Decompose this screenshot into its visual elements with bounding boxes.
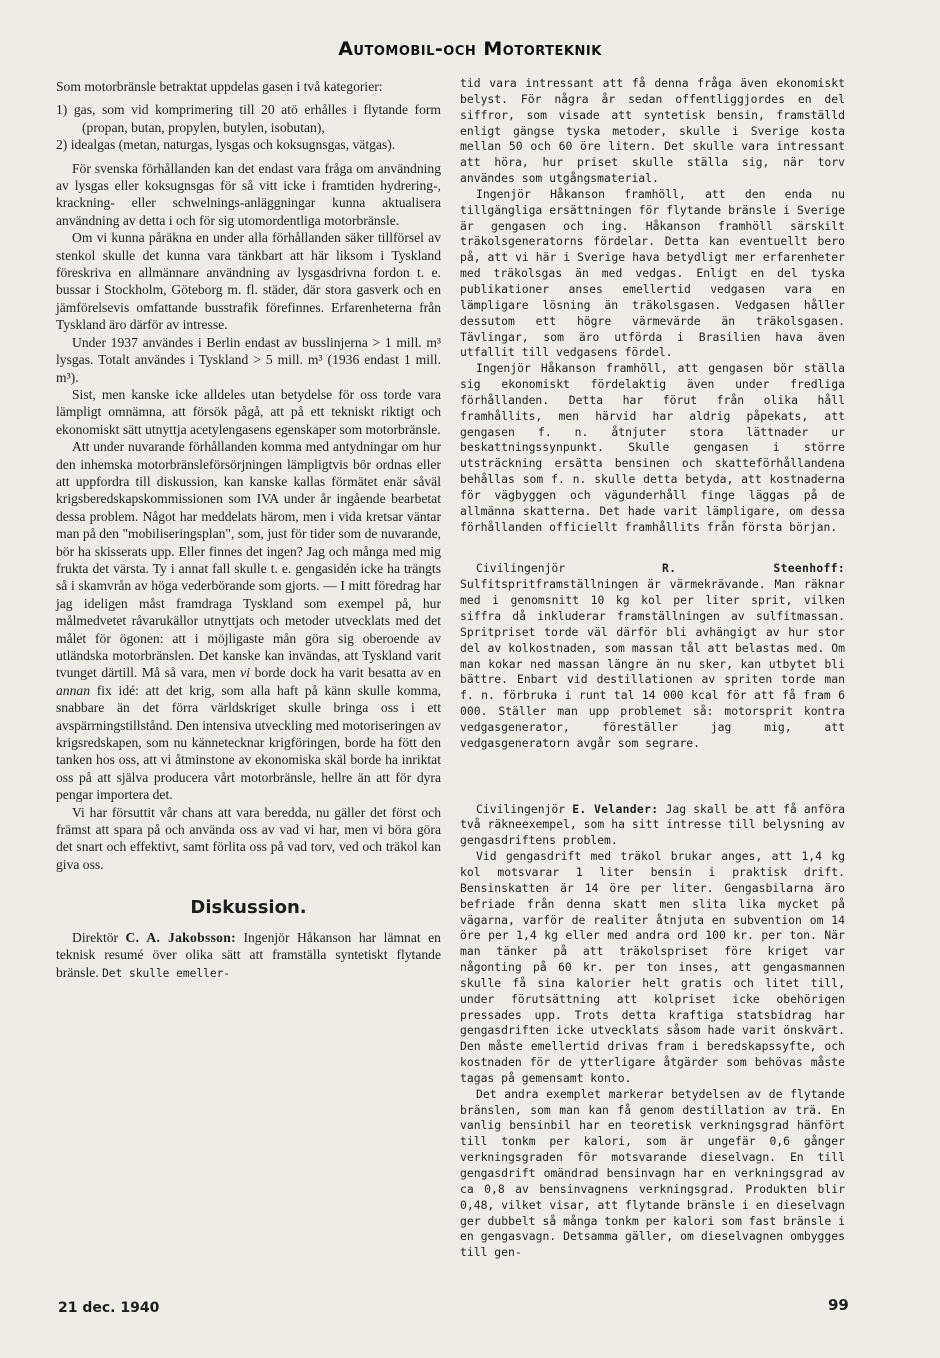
speaker-paragraph xyxy=(460,802,845,850)
text-run: Att under nuvarande förhållanden komma med antydningar om hur den inhemska motorbränsleförsörjningen lämpligtvis bör ordnas eller att uppfordra till diskussion, kan kanske kallas förmätet enär såväl krigsberedskapskommissionen som IVA under år ingående bearbetat dessa problem. Något har meddelats härom, men i vida kretsar väntar man på den "mobiliseringsplan", som, just för tider som de nuvarande, bör ha skisserats upp. Eller finnes det ingen? Jag och många med mig frukta det värsta. Ty i annat fall skulle t. e. gengasidén icke ha trängts så i skamvrån av höga vederbörande som gjorts. — I mitt föredrag har jag ideligen måst framdraga Tyskland som exempel på, hur målmedvetet råvarukällor utnyttjats och metoder utvecklats med det målet för ögonen: att i möjligaste mån göra sig oberoende av utländska motorbränslen. Det kanske kan invändas, att Tyskland varit tvunget därtill. Må så vara, men xyxy=(56,439,441,681)
speaker-name: E. Velander: xyxy=(572,801,659,816)
paragraph: Vi har försuttit vår chans att vara beredda, nu gäller det först och främst att spara på och använda oss av vad vi har, men vi böra göra det snart och effektivt, samt förlita oss på vad torv, ved och träkol kan giva oss. xyxy=(56,804,441,872)
paragraph: För svenska förhållanden kan det endast vara fråga om användning av lysgas eller koksugnsgas för så vitt icke i framtiden hydrering-, krackning- eller schwelnings-anläggningar kunna aktualisera användning av detta i och för sig utomordentliga motorbränsle. xyxy=(56,160,441,228)
text-run: borde dock ha varit besatta av en xyxy=(254,665,441,681)
text-run: Ingenjör Håkanson har lämnat en teknisk resumé över olika sätt att framställa syntetiskt flytande bränsle. xyxy=(56,929,441,980)
paragraph xyxy=(56,438,441,804)
discussion-paragraph xyxy=(56,929,441,981)
paragraph: Som motorbränsle betraktat uppdelas gasen i två kategorier: xyxy=(56,79,383,94)
text-run: Jag skall be att få anföra två räkneexempel, som ha sitt intresse till belysning av gengasdriftens problem. xyxy=(460,801,846,848)
speaker-paragraph xyxy=(460,561,845,751)
section-heading: Diskussion. xyxy=(190,897,307,919)
speaker-title: Civilingenjör xyxy=(476,801,566,816)
speaker-title: Civilingenjör xyxy=(476,561,566,576)
paragraph: Ingenjör Håkanson framhöll, att den enda nu tillgängliga ersättningen för flytande bränsle i Sverige är gengasen och ing. Håkanson framhöll särskilt träkolsgeneratorns fördelar. Detta kan eventuellt bero på, att vi här i Sverige hava betydligt mer erfarenheter med träkolsgas än med vedgas. Enligt en del tyska publikationer anses emellertid vedgasen vara en lämpligare lösning än träkolsgasen. Vedgasen håller dessutom ett högre värmevärde än träkolsgasen. Tävlingar, som äro utförda i Brasilien hava även utfallit till vedgasens fördel. xyxy=(460,186,845,360)
right-column xyxy=(460,76,845,1261)
list-item: 2) idealgas (metan, naturgas, lysgas och koksugnsgas, vätgas). xyxy=(56,137,396,153)
paragraph: tid vara intressant att få denna fråga även ekonomiskt belyst. För några år sedan offentliggjordes en del siffror, som visade att syntetisk bensin, framställd enligt gängse tyska metoder, skulle i Sverige kosta mellan 50 och 60 öre litern. Det skulle vara intressant att höra, hur priset skulle ställa sig, när torv användes som utgångsmaterial. xyxy=(460,76,845,186)
text-run: Sulfitspritframställningen är värmekrävande. Man räknar med i genomsnitt 10 kg kol per liter sprit, vilken siffra då inkluderar framställningen av sulfitmassan. Spritpriset torde väl därför bli avhängigt av hur stor del av kolkostnaden, som massan tål att belastas med. Om man kokar ned massan längre än nu sker, kan utbytet bli bättre. Enbart vid destillationen av spriten torde man f. n. förbruka i runt tal 14 000 kcal för att få fram 6 000. Ställer man upp problemet så: motorsprit kontra vedgasgenerator, föreställer jag mig, att vedgasgeneratorn avgår som segrare. xyxy=(460,577,845,750)
issue-date: 21 dec. 1940 xyxy=(58,1300,160,1316)
list-item: 1) gas, som vid komprimering till 20 atö erhålles i flytande form (propan, butan, propylen, butylen, isobutan), xyxy=(56,102,441,135)
emphasis: annan xyxy=(56,682,90,698)
paragraph: Sist, men kanske icke alldeles utan betydelse för oss torde vara lämpligt omnämna, att försök pågå, att på ett tekniskt riktigt och ekonomiskt sätt utnyttja acetylengasens egenskaper som motorbränsle. xyxy=(56,386,441,437)
speaker-name: C. A. Jakobsson: xyxy=(125,929,236,945)
paragraph: Vid gengasdrift med träkol brukar anges, att 1,4 kg kol motsvarar 1 liter bensin i praktisk drift. Bensinskatten är 14 öre per liter. Gengasbilarna äro befriade från denna skatt men slita lika mycket på vägarna, varför de realiter åtnjuta en subvention om 14 öre per 1,4 kg eller med andra ord 100 kr. per ton. När man tänker på att träkolspriset före kriget var någonting på 60 kr. per ton inses, att gengasmannen skulle få sina kalorier helt gratis och litet till, under förutsättning att kolpriset icke obehörigen pressades upp. Trots detta kraftiga statsbidrag har gengasdriften icke utvecklats såsom hade varit önskvärt. Den måste emellertid drivas fram i beredskapssyfte, och kostnaden för de ytterligare åtgärder som behövas måste tagas på gemensamt konto. xyxy=(460,849,845,1085)
paragraph: Det andra exemplet markerar betydelsen av de flytande bränslen, som man kan få genom destillation av trä. En vanlig bensinbil har en teoretisk verkningsgrad hänfört till tonkm per kalori, som är ungefär 0,6 gånger verkningsgraden för motsvarande dieselvagn. En till gengasdrift omändrad bensinvagn har en verkningsgrad av ca 0,8 av bensinvagnens verkningsgrad. Produkten blir 0,48, vilket visar, att flytande bränsle i en dieselvagn ger dubbelt så många tonkm per kalori som fast bränsle i en gengasvagn. Detsamma gäller, om dieselvagnen ombygges till gen- xyxy=(460,1086,845,1260)
speaker-name: R. Steenhoff: xyxy=(661,561,845,576)
running-header: Automobil-och Motorteknik xyxy=(338,38,602,60)
paragraph: Ingenjör Håkanson framhöll, att gengasen bör ställa sig ekonomiskt fördelaktig även under fredliga förhållanden. Detta har förut från olika håll framhållits, men härvid har aldrig påpekats, att gengasen f. n. åtnjuter stora lättnader ur beskattningssynpunkt. Skulle gengasen i större utsträckning ersätta bensinen och skatteförhållandena behållas som f. n. skulle detta betyda, att kostnaderna för vägbyggen och vägunderhåll finge läggas på de allmänna skatterna. Det hade varit lämpligare, om dessa förhållanden officiellt framhållits från första början. xyxy=(460,361,845,534)
page-number: 99 xyxy=(828,1296,849,1314)
text-run: fix idé: att det krig, som alla haft på känn skulle komma, snabbare än det förra världskriget skulle bringa oss i ett avspärrningstillstånd. Den intensiva utveckling med motoriseringen av krigsredskapen, som nu kännetecknar krigföringen, borde ha fött den tanken hos oss, att vi åtminstone av ekonomiska skäl borde ha inriktat oss på att själva producera vårt motorbränsle, hellre än att för dyra pengar importera det. xyxy=(56,682,441,803)
speaker-title: Direktör xyxy=(72,929,119,945)
paragraph: Under 1937 användes i Berlin endast av busslinjerna > 1 mill. m³ lysgas. Totalt användes i Tyskland > 5 mill. m³ (1936 endast 1 mill. m³). xyxy=(56,334,441,385)
emphasis: vi xyxy=(240,665,250,681)
text-run: Det skulle emeller- xyxy=(102,966,231,980)
paragraph: Om vi kunna påräkna en under alla förhållanden säker tillförsel av stenkol skulle det kunna vara tänkbart att här liksom i Tyskland föreskriva en allmännare användning av lysgasdrivna fordon t. e. bussar i Stockholm, Göteborg m. fl. städer, där stora gasverk och en jämförelsevis omfattande busstrafik förefinnes. Erfarenheterna från Tyskland äro därför av intresse. xyxy=(56,230,441,333)
left-column xyxy=(56,78,441,981)
category-list xyxy=(56,101,441,153)
